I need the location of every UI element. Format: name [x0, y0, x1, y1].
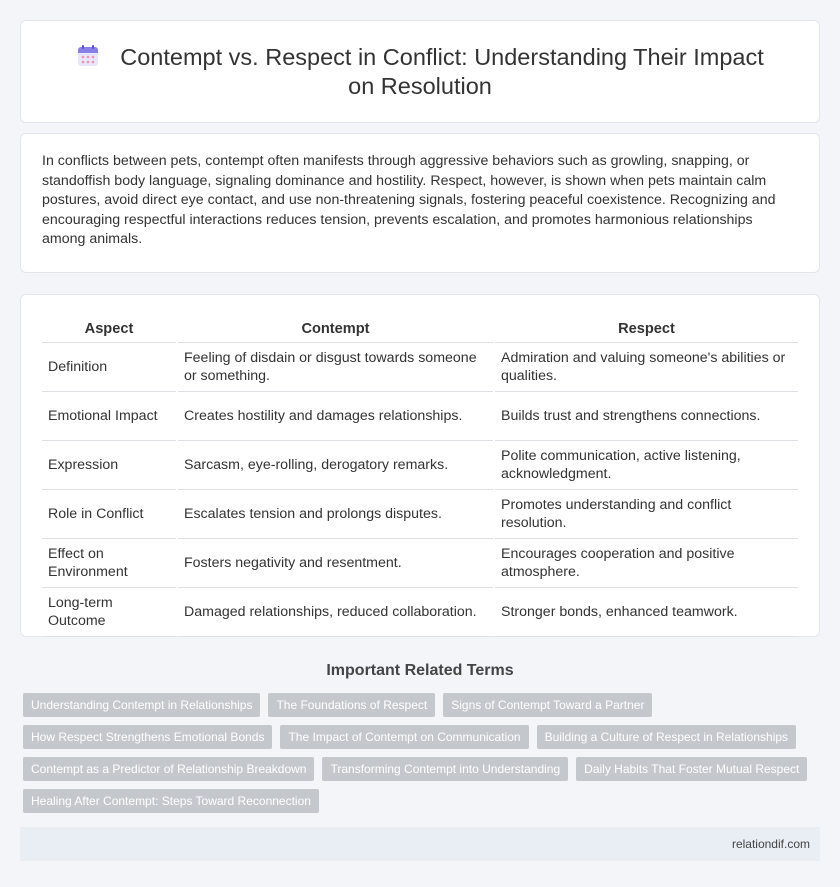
related-tag[interactable]: Daily Habits That Foster Mutual Respect [576, 757, 807, 781]
calendar-icon [76, 44, 100, 68]
table-row [42, 539, 798, 588]
table-row [42, 490, 798, 539]
cell-contempt: Escalates tension and prolongs disputes. [178, 490, 493, 539]
table-row [42, 343, 798, 392]
related-tag[interactable]: Signs of Contempt Toward a Partner [443, 693, 652, 717]
cell-respect: Stronger bonds, enhanced teamwork. [495, 588, 798, 637]
header-card [20, 20, 820, 123]
cell-aspect: Expression [42, 441, 176, 490]
cell-respect: Admiration and valuing someone's abilities or qualities. [495, 343, 798, 392]
intro-paragraph: In conflicts between pets, contempt often manifests through aggressive behaviors such as growling, snapping, or standoffish body language, signaling dominance and hostility. Respect, however, is shown when pets maintain calm postures, avoid direct eye contact, and use non-threatening signals, fostering peaceful coexistence. Recognizing and encouraging respectful interactions reduces tension, prevents escalation, and promotes harmonious relationships among animals. [42, 153, 776, 247]
cell-aspect: Role in Conflict [42, 490, 176, 539]
cell-respect: Promotes understanding and conflict resolution. [495, 490, 798, 539]
footer-site-name: relationdif.com [731, 837, 810, 851]
cell-respect: Builds trust and strengthens connections. [495, 392, 798, 441]
intro-card [20, 133, 820, 273]
related-tag[interactable]: Contempt as a Predictor of Relationship Breakdown [23, 757, 314, 781]
cell-contempt: Creates hostility and damages relationships. [178, 392, 493, 441]
related-tag[interactable]: The Impact of Contempt on Communication [280, 725, 528, 749]
table-header-row [42, 315, 798, 343]
cell-aspect: Definition [42, 343, 176, 392]
related-tag[interactable]: How Respect Strengthens Emotional Bonds [23, 725, 272, 749]
cell-aspect: Effect on Environment [42, 539, 176, 588]
cell-contempt: Fosters negativity and resentment. [178, 539, 493, 588]
page-title [61, 43, 779, 101]
related-tag[interactable]: Building a Culture of Respect in Relationships [537, 725, 796, 749]
cell-respect: Encourages cooperation and positive atmosphere. [495, 539, 798, 588]
related-tag[interactable]: Transforming Contempt into Understanding [322, 757, 568, 781]
cell-aspect: Long-term Outcome [42, 588, 176, 637]
header-aspect: Aspect [42, 315, 176, 343]
table-row [42, 392, 798, 441]
related-tag[interactable]: Understanding Contempt in Relationships [23, 693, 260, 717]
cell-contempt: Sarcasm, eye-rolling, derogatory remarks. [178, 441, 493, 490]
comparison-card [20, 294, 820, 637]
page-title-text: Contempt vs. Respect in Conflict: Understanding Their Impact on Resolution [120, 43, 764, 99]
cell-contempt: Damaged relationships, reduced collaboration. [178, 588, 493, 637]
footer [20, 827, 820, 861]
header-respect: Respect [495, 315, 798, 343]
related-tag[interactable]: The Foundations of Respect [268, 693, 435, 717]
table-row [42, 588, 798, 637]
related-tag[interactable]: Healing After Contempt: Steps Toward Reconnection [23, 789, 319, 813]
comparison-table [40, 315, 800, 637]
table-row [42, 441, 798, 490]
cell-respect: Polite communication, active listening, acknowledgment. [495, 441, 798, 490]
related-tags [23, 693, 823, 813]
cell-aspect: Emotional Impact [42, 392, 176, 441]
related-terms-title: Important Related Terms [326, 662, 514, 679]
header-contempt: Contempt [178, 315, 493, 343]
cell-contempt: Feeling of disdain or disgust towards someone or something. [178, 343, 493, 392]
